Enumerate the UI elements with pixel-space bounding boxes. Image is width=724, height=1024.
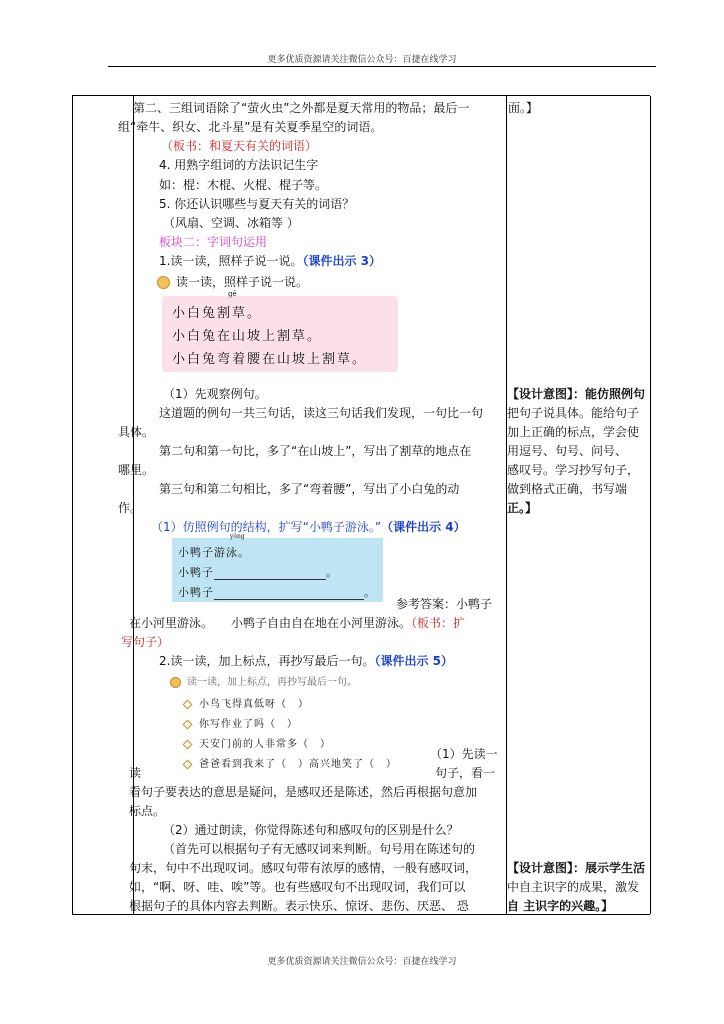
read-icon	[157, 276, 170, 289]
answer-text: 在小河里游泳。 小鸭子自由自在地在小河里游泳。	[129, 616, 412, 630]
table-border-right	[650, 96, 651, 914]
text-line: 如：棍：木棍、火棍、棍子等。	[159, 178, 328, 192]
table-border-left	[72, 96, 73, 914]
exercise-prompt-text: 读一读，照样子说一说。	[176, 275, 309, 289]
design-intent-title: 【设计意图】：展示学生活	[507, 861, 646, 875]
board-note: （板书：和夏天有关的词语）	[161, 139, 318, 153]
sentence-start: 小鸭子	[178, 586, 214, 599]
text-line: 感叹号。学习抄写句子，	[507, 463, 640, 477]
diamond-bullet-icon	[183, 740, 193, 750]
slide-reference: （课件出示 3）	[302, 254, 381, 268]
text-line: 正。】	[507, 501, 538, 515]
slide-reference: （课件出示 5）	[374, 654, 453, 668]
text-line: 做到格式正确，书写端	[507, 482, 628, 496]
board-note: （板书：扩	[411, 616, 466, 630]
example-sentence: 小白兔割草。	[172, 306, 263, 321]
text-line	[151, 518, 466, 537]
question-text: 2.读一读，加上标点，再抄写最后一句。	[159, 654, 375, 668]
exercise-prompt	[170, 673, 357, 688]
text-line: 第二句和第一句比，多了“在山坡上”，写出了割草的地点在	[159, 444, 472, 458]
exercise-sentence	[184, 695, 309, 710]
exercise-prompt-text: 读一读，加上标点，再抄写最后一句。	[187, 677, 357, 688]
example-sentence: 小白兔弯着腰在山坡上割草。	[172, 352, 368, 367]
text-line: 句子，看一	[435, 766, 496, 780]
blank-line	[214, 579, 326, 580]
pinyin-annotation: yǒng	[230, 533, 245, 540]
text-line	[159, 252, 381, 271]
fill-in-sentence	[178, 584, 376, 600]
text-line: 面。】	[508, 101, 539, 115]
sentence-end: 。	[364, 586, 376, 599]
example-sentences-box	[162, 290, 398, 372]
text-line: 把句子说具体。能给句子	[507, 406, 640, 420]
slide-reference: （课件出示 4）	[381, 520, 466, 534]
text-line: 作。	[118, 501, 143, 515]
fill-in-sentence	[178, 564, 338, 580]
diamond-bullet-icon	[183, 700, 193, 710]
section-heading: 板块二：字词句运用	[159, 235, 268, 249]
text-line: 参考答案：小鸭子	[396, 597, 493, 611]
text-line: （风扇、空调、冰箱等 ）	[163, 216, 299, 230]
text-line: 加上正确的标点，学会使	[507, 425, 640, 439]
sentence-text: 小鸟飞得真低呀（ ）	[199, 699, 309, 710]
text-line: 哪里。	[118, 463, 155, 477]
text-line: 这道题的例句一共三句话，读这三句话我们发现，一句比一句	[159, 406, 484, 420]
board-note: 写句子）	[121, 635, 170, 649]
header-divider	[108, 66, 656, 67]
text-line: （1）先读一	[430, 747, 498, 761]
text-line: 4. 用熟字组词的方法识记生字	[159, 158, 319, 172]
text-line: 中自主识字的成果，激发	[507, 880, 640, 894]
text-line: 第三句和第二句相比，多了“弯着腰”，写出了小白兔的动	[159, 482, 460, 496]
text-line	[129, 614, 465, 633]
page-footer: 更多优质资源请关注微信公众号：百捷在线学习	[267, 957, 457, 967]
text-line: （2）通过朗读，你觉得陈述句和感叹句的区别是什么？	[163, 823, 459, 837]
text-line: 用逗号、句号、问号、	[507, 444, 628, 458]
question-text: （1）仿照例句的结构，扩写“小鸭子游泳。”	[151, 520, 382, 534]
sentence-start: 小鸭子	[178, 566, 214, 579]
text-line: 读	[129, 766, 142, 780]
question-text: 1.读一读，照样子说一说。	[159, 254, 303, 268]
expand-sentence-box	[172, 533, 383, 602]
blank-line	[214, 599, 364, 600]
text-line: 如，“啊、呀、哇、唉”等。也有些感叹句不出现叹词，我们可以	[129, 880, 466, 894]
sentence-text: 你写作业了吗（ ）	[199, 719, 298, 730]
diamond-bullet-icon	[183, 720, 193, 730]
pinyin-annotation: gē	[228, 290, 237, 298]
read-icon	[170, 677, 181, 688]
text-line: 5. 你还认识哪些与夏天有关的词语？	[159, 197, 355, 211]
design-intent-title: 【设计意图】：能仿照例句	[507, 387, 646, 401]
text-line: 看句子要表达的意思是疑问，是感叹还是陈述，然后再根据句意加	[129, 785, 478, 799]
sentence-text: 天安门前的人非常多（ ）	[199, 739, 331, 750]
exercise-sentence	[184, 715, 298, 730]
text-line	[159, 652, 453, 671]
diamond-bullet-icon	[183, 760, 193, 770]
sentence-end: 。	[326, 566, 338, 579]
example-sentence: 小白兔在山坡上割草。	[172, 329, 323, 344]
page-header: 更多优质资源请关注微信公众号：百捷在线学习	[267, 55, 457, 65]
text-line: 句末，句中不出现叹词。感叹句带有浓厚的感情，一般有感叹词，	[129, 861, 478, 875]
example-sentence: 小鸭子游泳。	[178, 546, 250, 559]
exercise-sentence	[184, 735, 331, 750]
text-line: 具体。	[118, 425, 155, 439]
text-line: （首先可以根据句子有无感叹词来判断。句号用在陈述句的	[163, 842, 476, 856]
text-line: 自 主识字的兴趣。】	[507, 899, 614, 913]
sentence-text: 爸爸看到我来了（ ）高兴地笑了（ ）	[199, 759, 397, 770]
text-line: （1）先观察例句。	[163, 387, 267, 401]
text-line: 标点。	[129, 804, 166, 818]
text-line: 根据句子的具体内容去判断。表示快乐、惊讶、悲伤、厌恶、 恐	[129, 899, 469, 913]
exercise-sentence	[184, 755, 397, 770]
text-line: 组“牵牛、织女、北斗星”是有关夏季星空的词语。	[118, 120, 383, 134]
text-line: 第二、三组词语除了“萤火虫”之外都是夏天常用的物品；最后一	[133, 101, 470, 115]
